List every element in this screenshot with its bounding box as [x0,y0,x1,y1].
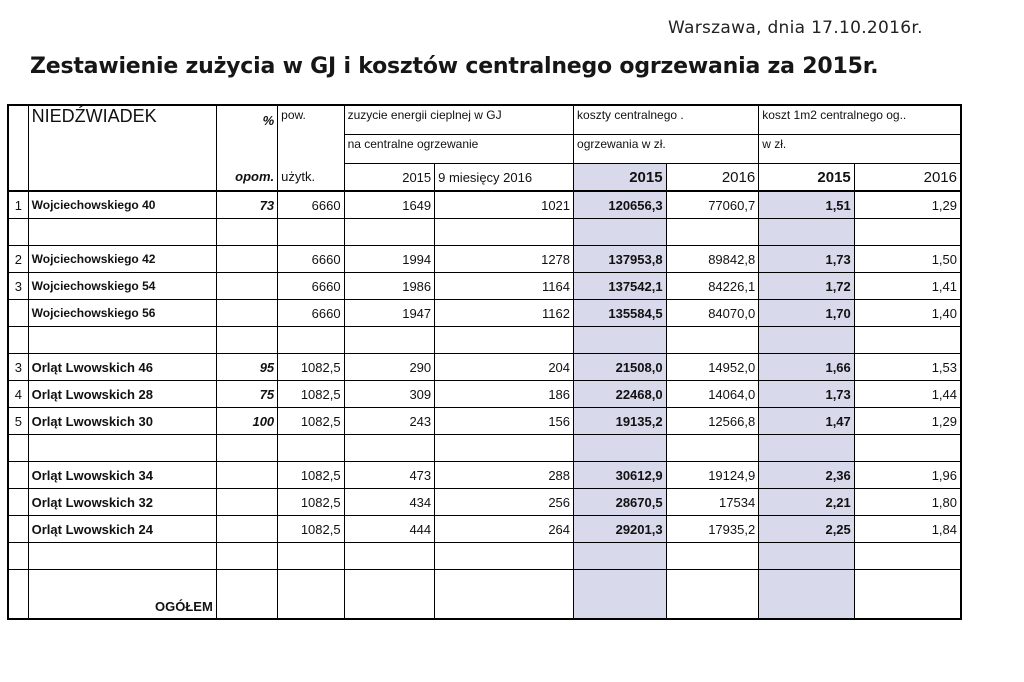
total-value-cell [759,570,855,620]
header-lp-cell [8,105,28,135]
empty-cell [8,435,28,462]
building-address: Orląt Lwowskich 24 [28,516,216,543]
heating-percent: 73 [216,191,277,219]
cost-2015: 120656,3 [574,191,667,219]
row-number: 5 [8,408,28,435]
empty-cell [344,219,435,246]
cost-2016: 84226,1 [666,273,759,300]
empty-cell [854,327,961,354]
cost-2015: 137542,1 [574,273,667,300]
building-address: Wojciechowskiego 56 [28,300,216,327]
header-percent-cell: % [216,105,277,135]
building-address: Orląt Lwowskich 32 [28,489,216,516]
heating-percent [216,273,277,300]
empty-cell [666,327,759,354]
energy-gj-2015: 1947 [344,300,435,327]
empty-cell [344,435,435,462]
building-address: Wojciechowskiego 40 [28,191,216,219]
energy-gj-2015: 309 [344,381,435,408]
empty-cell [759,435,855,462]
header-cost-2016: 2016 [666,164,759,192]
empty-cell [435,543,574,570]
cost-2016: 17935,2 [666,516,759,543]
empty-cell [216,219,277,246]
cost-per-m2-2015: 1,66 [759,354,855,381]
empty-cell [28,219,216,246]
table-body [8,105,961,619]
total-row [8,570,961,620]
building-address: Wojciechowskiego 42 [28,246,216,273]
heating-percent: 100 [216,408,277,435]
cost-2016: 84070,0 [666,300,759,327]
empty-cell [8,219,28,246]
cost-per-m2-2016: 1,53 [854,354,961,381]
cost-per-m2-2015: 2,36 [759,462,855,489]
total-value-cell [666,570,759,620]
empty-cell [344,327,435,354]
row-number [8,300,28,327]
cost-per-m2-2016: 1,41 [854,273,961,300]
table-row [8,489,961,516]
header-energy-2015: 2015 [344,164,435,192]
total-value-cell [278,570,344,620]
energy-gj-2016: 156 [435,408,574,435]
total-lp-cell [8,570,28,620]
total-value-cell [574,570,667,620]
empty-cell [854,543,961,570]
cost-per-m2-2016: 1,44 [854,381,961,408]
energy-gj-2016: 204 [435,354,574,381]
usable-area: 1082,5 [278,489,344,516]
heating-percent [216,516,277,543]
row-number: 3 [8,354,28,381]
total-label: OGÓŁEM [28,570,216,620]
cost-per-m2-2015: 1,47 [759,408,855,435]
empty-cell [854,435,961,462]
cost-per-m2-2015: 2,21 [759,489,855,516]
cost-per-m2-2015: 1,72 [759,273,855,300]
energy-gj-2016: 264 [435,516,574,543]
table-row [8,516,961,543]
building-address: Orląt Lwowskich 28 [28,381,216,408]
row-number [8,462,28,489]
empty-cell [216,327,277,354]
header-m2-2016: 2016 [854,164,961,192]
header-cost-sub-cell: ogrzewania w zł. [574,135,759,164]
header-pow-cell: pow. [278,105,344,135]
cost-2015: 137953,8 [574,246,667,273]
spacer-row [8,219,961,246]
header-uzytk-cell: użytk. [278,164,344,192]
energy-gj-2016: 186 [435,381,574,408]
cost-per-m2-2016: 1,50 [854,246,961,273]
cost-2015: 30612,9 [574,462,667,489]
table-row [8,381,961,408]
empty-cell [759,327,855,354]
heating-percent [216,489,277,516]
building-address: Orląt Lwowskich 46 [28,354,216,381]
header-cost-2015: 2015 [574,164,667,192]
energy-gj-2015: 290 [344,354,435,381]
group-name-cell: NIEDŹWIADEK [28,105,216,135]
cost-per-m2-2016: 1,29 [854,191,961,219]
cost-2015: 29201,3 [574,516,667,543]
empty-cell [854,219,961,246]
empty-cell [344,543,435,570]
empty-cell [28,543,216,570]
cost-per-m2-2016: 1,84 [854,516,961,543]
empty-cell [8,327,28,354]
heating-percent [216,462,277,489]
usable-area: 6660 [278,246,344,273]
empty-cell [278,435,344,462]
header-percent-cell-2 [216,135,277,164]
heating-percent [216,300,277,327]
cost-per-m2-2016: 1,96 [854,462,961,489]
table-row [8,408,961,435]
heating-percent [216,246,277,273]
usable-area: 6660 [278,273,344,300]
energy-gj-2015: 243 [344,408,435,435]
empty-cell [574,219,667,246]
row-number: 1 [8,191,28,219]
cost-per-m2-2015: 1,73 [759,246,855,273]
spacer-row [8,435,961,462]
group-name-cell-3 [28,164,216,192]
total-value-cell [216,570,277,620]
energy-gj-2015: 1994 [344,246,435,273]
header-pow-cell-2 [278,135,344,164]
cost-2016: 19124,9 [666,462,759,489]
empty-cell [574,327,667,354]
total-value-cell [344,570,435,620]
empty-cell [28,435,216,462]
energy-gj-2016: 1278 [435,246,574,273]
header-lp-cell-3 [8,164,28,192]
empty-cell [435,327,574,354]
header-row-3 [8,164,961,192]
row-number [8,516,28,543]
cost-2015: 21508,0 [574,354,667,381]
empty-cell [8,543,28,570]
header-row-2 [8,135,961,164]
header-opom-cell: opom. [216,164,277,192]
energy-gj-2015: 1649 [344,191,435,219]
cost-2015: 135584,5 [574,300,667,327]
empty-cell [28,327,216,354]
cost-per-m2-2015: 2,25 [759,516,855,543]
cost-2015: 22468,0 [574,381,667,408]
cost-per-m2-2015: 1,51 [759,191,855,219]
table-row [8,354,961,381]
building-address: Wojciechowskiego 54 [28,273,216,300]
empty-cell [574,543,667,570]
heating-percent: 75 [216,381,277,408]
cost-per-m2-2016: 1,29 [854,408,961,435]
cost-2016: 14064,0 [666,381,759,408]
energy-gj-2016: 256 [435,489,574,516]
cost-2016: 77060,7 [666,191,759,219]
cost-per-m2-2015: 1,73 [759,381,855,408]
usable-area: 1082,5 [278,381,344,408]
energy-gj-2015: 434 [344,489,435,516]
cost-2015: 28670,5 [574,489,667,516]
table-row [8,300,961,327]
empty-cell [216,435,277,462]
cost-2016: 14952,0 [666,354,759,381]
total-value-cell [854,570,961,620]
empty-cell [435,219,574,246]
empty-cell [216,543,277,570]
header-m2-sub-cell: w zł. [759,135,961,164]
empty-cell [278,543,344,570]
energy-gj-2016: 1164 [435,273,574,300]
usable-area: 1082,5 [278,516,344,543]
energy-gj-2015: 473 [344,462,435,489]
energy-gj-2016: 288 [435,462,574,489]
spacer-row [8,327,961,354]
header-row-1 [8,105,961,135]
cost-2016: 12566,8 [666,408,759,435]
header-cost-cell: koszty centralnego . [574,105,759,135]
energy-gj-2015: 444 [344,516,435,543]
empty-cell [759,219,855,246]
empty-cell [574,435,667,462]
empty-cell [666,219,759,246]
energy-gj-2016: 1021 [435,191,574,219]
total-value-cell [435,570,574,620]
row-number: 2 [8,246,28,273]
empty-cell [278,219,344,246]
empty-cell [666,435,759,462]
cost-per-m2-2016: 1,80 [854,489,961,516]
document-date: Warszawa, dnia 17.10.2016r. [668,18,923,38]
building-address: Orląt Lwowskich 30 [28,408,216,435]
header-lp-cell-2 [8,135,28,164]
spacer-row [8,543,961,570]
usable-area: 6660 [278,191,344,219]
cost-per-m2-2015: 1,70 [759,300,855,327]
energy-gj-2015: 1986 [344,273,435,300]
energy-gj-2016: 1162 [435,300,574,327]
header-energy-9m: 9 miesięcy 2016 [435,164,574,192]
usable-area: 6660 [278,300,344,327]
empty-cell [759,543,855,570]
header-m2-2015: 2015 [759,164,855,192]
usable-area: 1082,5 [278,354,344,381]
cost-per-m2-2016: 1,40 [854,300,961,327]
cost-2015: 19135,2 [574,408,667,435]
heating-percent: 95 [216,354,277,381]
group-name-cell-2 [28,135,216,164]
table-row [8,462,961,489]
empty-cell [666,543,759,570]
header-energy-cell: zuzycie energii cieplnej w GJ [344,105,573,135]
row-number [8,489,28,516]
consumption-table [7,104,962,620]
empty-cell [435,435,574,462]
document-title: Zestawienie zużycia w GJ i kosztów centralnego ogrzewania za 2015r. [30,54,879,79]
cost-2016: 17534 [666,489,759,516]
header-m2-cell: koszt 1m2 centralnego og.. [759,105,961,135]
cost-2016: 89842,8 [666,246,759,273]
table-row [8,246,961,273]
header-energy-sub-cell: na centralne ogrzewanie [344,135,573,164]
row-number: 3 [8,273,28,300]
table-row [8,273,961,300]
building-address: Orląt Lwowskich 34 [28,462,216,489]
usable-area: 1082,5 [278,408,344,435]
row-number: 4 [8,381,28,408]
empty-cell [278,327,344,354]
usable-area: 1082,5 [278,462,344,489]
table-row [8,191,961,219]
